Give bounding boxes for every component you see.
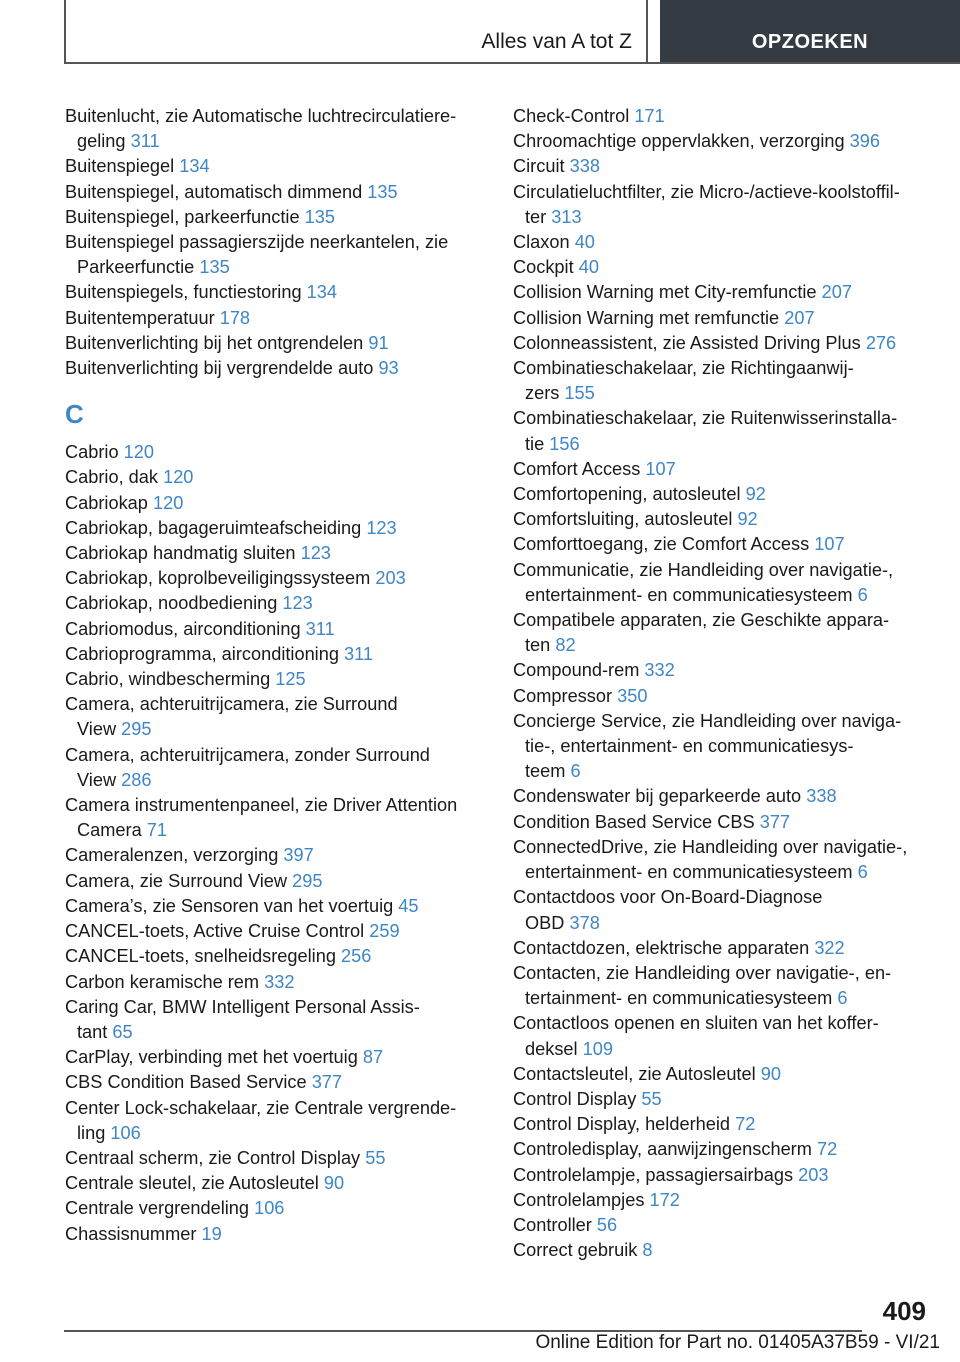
entry-term: Camera, achteruitrijcamera, zonder Surround [65,744,430,765]
index-entry [65,1070,485,1095]
page-reference-link[interactable]: 93 [378,358,399,379]
index-entry [65,154,485,179]
page-reference-link[interactable]: 90 [760,1063,781,1084]
page-reference-link[interactable]: 276 [865,332,897,353]
entry-term: Contactloos openen en sluiten van het koffer- [513,1013,879,1034]
index-entry [513,1163,933,1188]
entry-term: Chroomachtige oppervlakken, verzorging [513,131,845,152]
page-reference-link[interactable]: 311 [130,131,160,152]
index-entry [65,205,485,230]
page-reference-link[interactable]: 40 [578,257,599,278]
entry-term: geling [77,131,126,152]
page-reference-link[interactable]: 19 [201,1223,222,1244]
index-entry [513,1213,933,1238]
page-reference-link[interactable]: 45 [398,895,419,916]
index-entry [513,658,933,683]
entry-term: Circuit [513,156,565,177]
page-reference-link[interactable]: 286 [121,769,152,790]
entry-term: View [77,769,117,790]
entry-term: Camera [77,820,142,841]
index-entry [65,617,485,642]
entry-term: Buitentemperatuur [65,307,215,328]
page-reference-link[interactable]: 106 [254,1198,285,1219]
page-reference-link[interactable]: 125 [275,669,306,690]
page-reference-link[interactable]: 6 [837,988,848,1009]
entry-term: Cabriokap, noodbediening [65,593,278,614]
index-column-left [65,104,485,1247]
entry-term: Contactsleutel, zie Autosleutel [513,1063,756,1084]
page-reference-link[interactable]: 171 [634,106,665,126]
entry-term: teem [525,761,566,782]
entry-term: Parkeerfunctie [77,257,195,278]
page-reference-link[interactable]: 40 [574,232,595,253]
page-reference-link[interactable]: 338 [569,156,600,177]
index-entry [513,356,933,406]
index-entry [65,843,485,868]
page-reference-link[interactable]: 135 [304,206,335,227]
entry-term: Chassisnummer [65,1223,197,1244]
page-reference-link[interactable]: 377 [311,1072,343,1093]
entry-term: Comforttoegang, zie Comfort Access [513,534,810,555]
page-reference-link[interactable]: 295 [121,719,152,740]
index-entry [65,919,485,944]
page-reference-link[interactable]: 106 [110,1122,141,1143]
entry-term: Buitenverlichting bij het ontgrendelen [65,332,364,353]
entry-term: deksel [525,1038,578,1059]
page-reference-link[interactable]: 378 [569,912,600,933]
entry-term: Controlelampjes [513,1189,645,1210]
entry-term: Cameralenzen, verzorging [65,845,279,866]
page-reference-link[interactable]: 350 [617,685,648,706]
index-entry [513,129,933,154]
index-entry [65,465,485,490]
index-entry [513,406,933,456]
index-entry [513,784,933,809]
entry-term: Circulatieluchtfilter, zie Micro-/actieve-koolstoffil- [513,181,900,202]
index-entry [513,1112,933,1137]
page-reference-link[interactable]: 332 [644,660,675,681]
entry-term: entertainment- en communicatiesysteem [525,584,853,605]
index-entry [513,936,933,961]
page-reference-link[interactable]: 134 [306,282,338,303]
page-reference-link[interactable]: 322 [814,937,845,958]
index-entry [513,608,933,658]
page-reference-link[interactable]: 6 [857,584,868,605]
index-entry [65,280,485,305]
entry-term: OBD [525,912,565,933]
entry-term: Control Display, helderheid [513,1114,731,1135]
entry-term: Comfort Access [513,458,641,479]
page-reference-link[interactable]: 156 [549,433,580,454]
entry-term: Combinatieschakelaar, zie Ruitenwisserinstalla- [513,408,898,429]
entry-term: Collision Warning met City-remfunctie [513,282,817,303]
index-entry [65,516,485,541]
index-entry [65,1222,485,1247]
chapter-title: Alles van A tot Z [66,0,648,62]
index-entry [513,810,933,835]
page-reference-link[interactable]: 87 [362,1047,384,1068]
page-reference-link[interactable]: 295 [292,870,323,891]
entry-term: Centraal scherm, zie Control Display [65,1147,361,1168]
section-tab[interactable]: OPZOEKEN [660,0,960,62]
index-entry [65,970,485,995]
index-entry [513,507,933,532]
entry-term: Cabriokap [65,492,148,513]
index-entry [513,961,933,1011]
index-entry [513,1238,933,1263]
index-entry [513,230,933,255]
index-list-c-continued [513,104,933,1263]
entry-term: Cabrio [65,442,119,463]
page-reference-link[interactable]: 82 [555,635,576,656]
entry-term: Compound-rem [513,660,640,681]
index-entry [65,440,485,465]
entry-term: Condenswater bij geparkeerde auto [513,786,802,807]
index-entry [513,1137,933,1162]
index-entry [65,793,485,843]
page-reference-link[interactable]: 6 [570,761,581,782]
page-reference-link[interactable]: 203 [798,1164,829,1185]
index-entry [513,885,933,935]
page-reference-link[interactable]: 123 [366,517,397,538]
entry-term: Comfortsluiting, autosleutel [513,509,733,530]
page-reference-link[interactable]: 120 [152,492,184,513]
entry-term: Cabriomodus, airconditioning [65,618,301,639]
index-entry [65,1196,485,1221]
entry-term: tant [77,1021,108,1042]
entry-term: CarPlay, verbinding met het voertuig [65,1047,358,1068]
index-entry [65,491,485,516]
index-entry [513,532,933,557]
entry-term: Comfortopening, autosleutel [513,484,741,505]
page-reference-link[interactable]: 311 [305,618,335,639]
index-entry [513,835,933,885]
entry-term: Concierge Service, zie Handleiding over naviga- [513,710,902,731]
index-list-c [65,440,485,1247]
page-reference-link[interactable]: 178 [219,307,251,328]
entry-term: Control Display [513,1088,637,1109]
index-entry [65,894,485,919]
page-reference-link[interactable]: 92 [745,484,766,505]
page-reference-link[interactable]: 135 [199,257,230,278]
index-entry [513,558,933,608]
entry-term: ter [525,206,547,227]
index-entry [65,331,485,356]
entry-term: Collision Warning met remfunctie [513,307,780,328]
page-reference-link[interactable]: 377 [759,811,791,832]
entry-term: Buitenspiegel [65,156,175,177]
page-reference-link[interactable]: 92 [737,509,758,530]
entry-term: Check-Control [513,106,630,126]
index-entry [65,230,485,280]
index-entry [65,356,485,381]
index-entry [65,743,485,793]
page-reference-link[interactable]: 6 [857,862,868,883]
page-reference-link[interactable]: 203 [375,568,406,589]
entry-term: Buitenlucht, zie Automatische luchtrecirculatiere- [65,106,457,126]
page-reference-link[interactable]: 55 [641,1088,662,1109]
index-entry [513,1011,933,1061]
index-entry [513,1062,933,1087]
index-entry [65,1171,485,1196]
index-entry [65,591,485,616]
page-reference-link[interactable]: 172 [649,1189,680,1210]
index-entry [513,457,933,482]
entry-term: Carbon keramische rem [65,971,260,992]
entry-term: Buitenspiegel passagierszijde neerkantelen, zie [65,232,449,253]
entry-term: Buitenspiegels, functiestoring [65,282,302,303]
entry-term: Contactdozen, elektrische apparaten [513,937,810,958]
index-entry [65,692,485,742]
page-reference-link[interactable]: 207 [784,307,815,328]
index-entry [65,1146,485,1171]
entry-term: Condition Based Service CBS [513,811,755,832]
index-entry [513,180,933,230]
page-reference-link[interactable]: 55 [365,1147,386,1168]
entry-term: Compatibele apparaten, zie Geschikte appara- [513,610,890,631]
entry-term: Centrale sleutel, zie Autosleutel [65,1173,319,1194]
index-entry [513,482,933,507]
page-number: 409 [882,1296,926,1326]
page-reference-link[interactable]: 90 [323,1173,345,1194]
entry-term: ten [525,635,551,656]
page-reference-link[interactable]: 72 [735,1114,756,1135]
entry-term: Center Lock-schakelaar, zie Centrale vergrende- [65,1097,457,1118]
index-entry [65,869,485,894]
entry-term: tie-, entertainment- en communicatiesys- [525,736,854,757]
index-entry [513,1087,933,1112]
page-reference-link[interactable]: 256 [341,946,372,967]
entry-term: Contactdoos voor On-Board-Diagnose [513,887,823,908]
entry-term: CBS Condition Based Service [65,1072,307,1093]
entry-term: ling [77,1122,106,1143]
index-entry [65,995,485,1045]
index-entry [65,180,485,205]
index-entry [513,104,933,129]
page-reference-link[interactable]: 135 [367,181,398,202]
page-reference-link[interactable]: 72 [816,1139,838,1160]
index-column-right [513,104,933,1263]
page-reference-link[interactable]: 397 [283,845,314,866]
entry-term: entertainment- en communicatiesysteem [525,862,853,883]
page-reference-link[interactable]: 396 [849,131,881,152]
index-entry [513,331,933,356]
entry-term: Cabrioprogramma, airconditioning [65,643,339,664]
entry-term: Buitenspiegel, parkeerfunctie [65,206,300,227]
page-reference-link[interactable]: 8 [642,1240,653,1261]
index-entry [513,306,933,331]
entry-term: Colonneassistent, zie Assisted Driving Plus [513,332,861,353]
page-reference-link[interactable]: 71 [146,820,167,841]
page-reference-link[interactable]: 120 [163,467,194,488]
index-entry [65,667,485,692]
page-reference-link[interactable]: 332 [264,971,295,992]
index-list-b [65,104,485,381]
entry-term: Cabriokap, koprolbeveiligingssysteem [65,568,371,589]
index-entry [65,104,485,154]
section-letter: C [65,399,84,430]
entry-term: Compressor [513,685,613,706]
index-entry [513,684,933,709]
page-reference-link[interactable]: 109 [582,1038,613,1059]
entry-term: Controller [513,1214,592,1235]
index-entry [513,709,933,785]
page-reference-link[interactable]: 65 [112,1021,133,1042]
entry-term: CANCEL-toets, snelheidsregeling [65,946,336,967]
entry-term: View [77,719,117,740]
index-entry [65,944,485,969]
entry-term: Buitenspiegel, automatisch dimmend [65,181,363,202]
entry-term: tie [525,433,545,454]
entry-term: Controledisplay, aanwijzingenscherm [513,1139,812,1160]
entry-term: zers [525,383,560,404]
page-reference-link[interactable]: 311 [344,643,374,664]
index-entry [65,541,485,566]
index-entry [513,1188,933,1213]
index-entry [65,1045,485,1070]
entry-term: Camera’s, zie Sensoren van het voertuig [65,895,394,916]
index-entry [65,306,485,331]
entry-term: Buitenverlichting bij vergrendelde auto [65,358,374,379]
edition-footer: Online Edition for Part no. 01405A37B59 - VI/21 [535,1332,940,1353]
page-reference-link[interactable]: 123 [282,593,313,614]
entry-term: Claxon [513,232,570,253]
page-reference-link[interactable]: 338 [806,786,837,807]
entry-term: Correct gebruik [513,1240,638,1261]
index-entry [513,255,933,280]
page-reference-link[interactable]: 107 [814,534,845,555]
page-reference-link[interactable]: 56 [596,1214,618,1235]
entry-term: Controlelampje, passagiersairbags [513,1164,794,1185]
entry-term: Combinatieschakelaar, zie Richtingaanwij- [513,358,854,379]
index-entry [65,642,485,667]
entry-term: Communicatie, zie Handleiding over navigatie-, [513,559,894,580]
index-entry [513,280,933,305]
page-reference-link[interactable]: 91 [368,332,389,353]
entry-term: Cabriokap, bagageruimteafscheiding [65,517,362,538]
entry-term: Centrale vergrendeling [65,1198,250,1219]
index-entry [65,1096,485,1146]
entry-term: Cabrio, windbescherming [65,669,271,690]
page-reference-link[interactable]: 123 [300,543,331,564]
page-reference-link[interactable]: 313 [551,206,582,227]
entry-term: ConnectedDrive, zie Handleiding over navigatie-, [513,836,908,857]
entry-term: Cabriokap handmatig sluiten [65,543,296,564]
entry-term: Cockpit [513,257,574,278]
entry-term: CANCEL-toets, Active Cruise Control [65,921,365,942]
page-reference-link[interactable]: 259 [369,921,400,942]
index-entry [65,566,485,591]
entry-term: Caring Car, BMW Intelligent Personal Assis- [65,996,420,1017]
entry-term: Camera, zie Surround View [65,870,288,891]
page-reference-link[interactable]: 120 [123,442,154,463]
index-entry [513,154,933,179]
page-reference-link[interactable]: 155 [564,383,595,404]
entry-term: Camera, achteruitrijcamera, zie Surround [65,694,398,715]
entry-term: tertainment- en communicatiesysteem [525,988,833,1009]
entry-term: Camera instrumentenpaneel, zie Driver Attention [65,795,458,816]
entry-term: Contacten, zie Handleiding over navigatie-, en- [513,962,892,983]
page-reference-link[interactable]: 107 [645,458,676,479]
page-reference-link[interactable]: 134 [179,156,210,177]
entry-term: Cabrio, dak [65,467,159,488]
page-reference-link[interactable]: 207 [821,282,852,303]
